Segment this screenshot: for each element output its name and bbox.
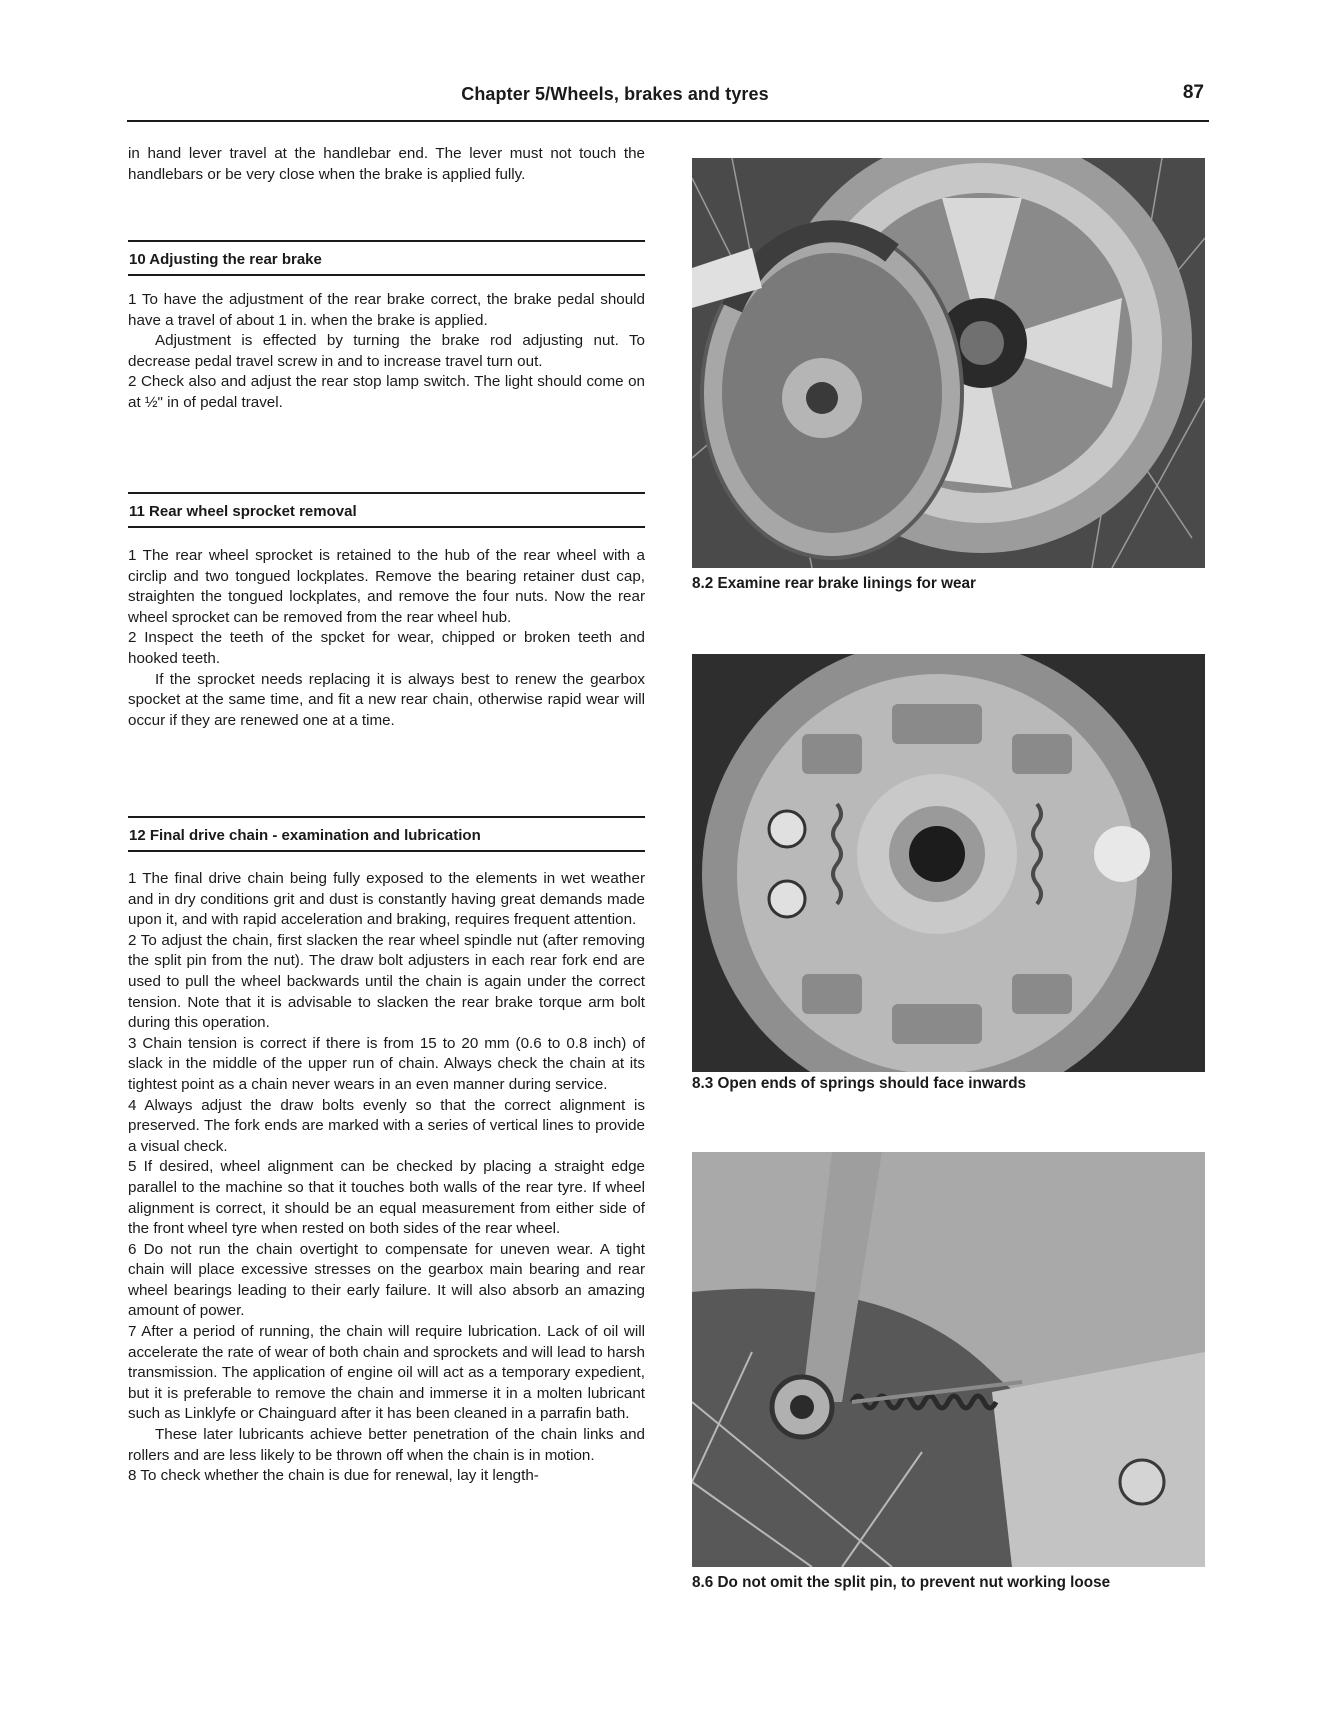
chapter-title: Chapter 5/Wheels, brakes and tyres [461,84,769,104]
paragraph: 8 To check whether the chain is due for renewal, lay it length- [128,1467,539,1485]
paragraph: 2 Check also and adjust the rear stop lamp switch. The light should come on at ½" in of pedal travel. [128,373,645,411]
section-11-heading: 11 Rear wheel sprocket removal [128,492,645,528]
paragraph: 4 Always adjust the draw bolts evenly so that the correct alignment is preserved. The fork ends are marked with a series of vertical lines to provide a visual check. [128,1096,645,1155]
figure-8-3-caption: 8.3 Open ends of springs should face inwards [692,1075,1027,1092]
paragraph: 3 Chain tension is correct if there is from 15 to 20 mm (0.6 to 0.8 inch) of slack in the middle of the upper run of chain. Always check the chain at its tightest point as a chain never wears in an even manner during service. [128,1034,645,1093]
paragraph: 5 If desired, wheel alignment can be checked by placing a straight edge parallel to the machine so that it touches both walls of the rear tyre. If wheel alignment is correct, it should be an equal measurement from either side of the front wheel tyre when rested on both sides of the rear wheel. [128,1158,645,1238]
figure-8-6-caption: 8.6 Do not omit the split pin, to prevent nut working loose [692,1574,1111,1591]
intro-paragraph: in hand lever travel at the handlebar end. The lever must not touch the handlebars or be very close when the brake is applied fully. [128,145,645,183]
paragraph: 2 Inspect the teeth of the spcket for wear, chipped or broken teeth and hooked teeth. [128,629,645,667]
section-10-heading: 10 Adjusting the rear brake [128,240,645,276]
figure-8-3-photo [692,654,1205,1072]
header-rule [127,120,1209,122]
brake-rod-split-pin-photo-icon [692,1152,1205,1567]
paragraph: 6 Do not run the chain overtight to compensate for uneven wear. A tight chain will place excessive stresses on the gearbox main bearing and rear wheel bearings leading to their early failure. It will also absorb an amazing amount of power. [128,1240,645,1320]
paragraph: Adjustment is effected by turning the brake rod adjusting nut. To decrease pedal travel screw in and to increase travel turn out. [128,332,645,370]
paragraph: 7 After a period of running, the chain will require lubrication. Lack of oil will accelerate the rate of wear of both chain and sprockets and will lead to harsh transmission. The application of engine oil will act as a temporary expedient, but it is preferable to remove the chain and immerse it in a molten lubricant such as Linklyfe or Chainguard after it has been cleaned in a parrafin bath. [128,1323,645,1423]
figure-8-2-caption: 8.2 Examine rear brake linings for wear [692,575,976,592]
paragraph: 1 The rear wheel sprocket is retained to the hub of the rear wheel with a circlip and two tongued lockplates. Remove the bearing retainer dust cap, straighten the tongued lockplates, and remove the four nuts. Now the rear wheel sprocket can be removed from the rear wheel hub. [128,547,645,626]
section-10-body [128,290,645,414]
paragraph: 2 To adjust the chain, first slacken the rear wheel spindle nut (after removing the split pin from the nut). The draw bolt adjusters in each rear fork end are used to pull the wheel backwards until the chain is again under the correct tension. Note that it is advisable to slacken the rear brake torque arm bolt during this operation. [128,931,645,1032]
paragraph: If the sprocket needs replacing it is always best to renew the gearbox spocket at the same time, and fit a new rear chain, otherwise rapid wear will occur if they are renewed one at a time. [128,670,645,729]
figure-8-2-photo [692,158,1205,568]
paragraph: 1 To have the adjustment of the rear brake correct, the brake pedal should have a travel of about 1 in. when the brake is applied. [128,291,645,329]
paragraph: These later lubricants achieve better penetration of the chain links and rollers and are less likely to be thrown off when the chain is in motion. [128,1426,645,1464]
paragraph: 1 The final drive chain being fully exposed to the elements in wet weather and in dry conditions grit and dust is constantly having great demands made upon it, and with rapid acceleration and braking, requires frequent attention. [128,870,645,929]
page-number: 87 [1182,82,1204,103]
brake-drum-photo-icon [692,158,1205,568]
section-12-heading: 12 Final drive chain - examination and lubrication [128,816,645,852]
section-11-body [128,546,645,731]
brake-plate-springs-photo-icon [692,654,1205,1072]
figure-8-6-photo [692,1152,1205,1567]
section-12-body [128,869,645,1487]
